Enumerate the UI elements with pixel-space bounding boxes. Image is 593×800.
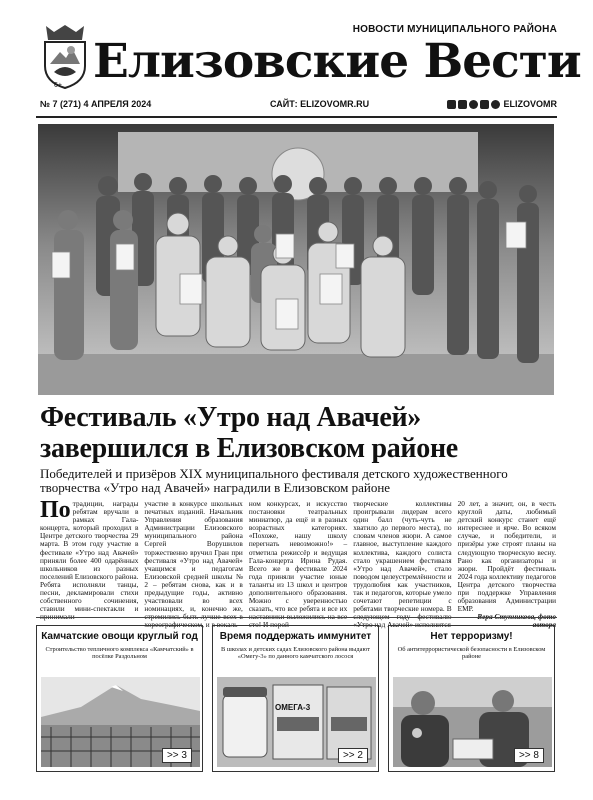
page-ref-badge[interactable]: >> 8 — [514, 748, 544, 763]
column-5-text: 20 лет, а значит, он, в честь круглой даты, любимый детский конкурс станет ещё интереснее и ярче. Во всяком случае, и победители, и призёры уже строят планы на следующую творческую весну. Рано как организаторы и жюри. Пройдёт фестиваль 2024 года коллективу педагогов Центра детского творчества при поддержке Управления образования Администрации ЕМР. — [457, 499, 557, 614]
column-3-text: ном конкурсах, и искусство постановки театральных миниатюр, да ещё и в разных возрастных категориях. «Похоже, нашу школу перегнать невозможно!» – отметила режиссёр и ведущая Гала-концерта Ирина Рудая. Всего же в фестивале 2024 года приняли участие юные таланты из 13 школ и центров дополнительного образования. Можно с уверенностью сказать, что все ребята и все их наставники выложились на все сто! И порой — [248, 499, 348, 630]
product-label: ОМЕГА-3 — [275, 703, 311, 712]
teaser-antiterror[interactable] — [388, 625, 555, 772]
article-deck: Победителей и призёров XIX муниципального фестиваля детского художественного творчества «Утро над Авачей» наградили в Елизовском районе — [40, 466, 508, 495]
social-links — [447, 99, 558, 109]
teaser-title: Время поддержать иммунитет — [219, 631, 372, 642]
article-column-4 — [353, 499, 452, 630]
district-crest-logo — [40, 24, 90, 90]
article-column-2 — [144, 499, 243, 630]
teaser-greenhouse[interactable] — [36, 625, 203, 772]
site-link[interactable]: САЙТ: ELIZOVOMR.RU — [270, 99, 370, 109]
issue-date: № 7 (271) 4 АПРЕЛЯ 2024 — [40, 99, 152, 109]
article-column-3 — [248, 499, 348, 630]
masthead-divider — [36, 116, 557, 118]
column-1-text: традиции, награды ребятам вручали в рамках Гала-концерта, который проходил в Центре детского творчества 29 марта. В этом году участие в фестивале «Утро над Авачей» приняли более 400 одарённых школьников из разных поселений Елизовского района. Ребята исполняли танцы, песни, декламировали стихи собственного сочинения, ставили мини-спектакли и принимали — [40, 499, 139, 622]
rutube-icon[interactable] — [458, 100, 467, 109]
vk-icon[interactable] — [480, 100, 489, 109]
teaser-subtitle: Строительство тепличного комплекса «Камчатский» в посёлке Раздольном — [45, 646, 194, 661]
column-2-text: участие в конкурсе школьных печатных изданий. Начальник Управления образования Администрации Елизовского муниципального района Сергей Ворушилов торжественно вручил Гран при фестиваля «Утро над Авачей» учащимся и педагогам Елизовской средней школы № 2 – ребятам снова, как и в предыдущие годы, активно участвовали во всех номинациях, и, конечно же, стремились быть лучше всех в хореографическом, и в вокаль- — [144, 499, 243, 630]
teaser-subtitle: В школах и детских садах Елизовского района выдают «Омегу-3» по данного камчатского лосося — [221, 646, 370, 661]
drop-cap: По — [40, 497, 71, 523]
article-body — [40, 497, 557, 630]
network-label: НОВОСТИ МУНИЦИПАЛЬНОГО РАЙОНА — [352, 24, 557, 35]
telegram-icon[interactable] — [447, 100, 456, 109]
teaser-immunity[interactable] — [212, 625, 379, 772]
page-ref-badge[interactable]: >> 3 — [162, 748, 192, 763]
age-rating-label: 6+ — [54, 82, 62, 89]
article-signature: Вера Ступникова, фото автора — [477, 612, 557, 630]
section-divider — [36, 617, 557, 618]
newspaper-title: Елизовские Вести — [93, 34, 581, 89]
social-handle: ELIZOVOMR — [503, 99, 557, 109]
article-headline: Фестиваль «Утро над Авачей» завершился в Елизовском районе — [40, 402, 458, 464]
ok-icon[interactable] — [469, 100, 478, 109]
teaser-title: Нет терроризму! — [430, 631, 513, 642]
article-column-1 — [40, 497, 139, 622]
main-group-photo — [38, 124, 554, 395]
page-ref-badge[interactable]: >> 2 — [338, 748, 368, 763]
teaser-title: Камчатские овощи круглый год — [41, 631, 198, 642]
article-column-5 — [457, 499, 557, 630]
web-icon[interactable] — [491, 100, 500, 109]
column-4-text: творческие коллективы проигрывали лидерам всего один балл (чуть-чуть не хватило до первого места), по словам членов жюри. А самое главное, выступление каждого коллектива, каждого солиста стало украшением фестиваля «Утро над Авачей», стало поводом целеустремлённости и трудолюбия как участников, так и педагогов, которые умело сочетают репетиции с ребятами творческие номера. В следующем году фестивалю «Утро над Авачей» исполнится — [353, 499, 452, 630]
teaser-subtitle: Об антитеррористической безопасности в Елизовском районе — [397, 646, 546, 661]
